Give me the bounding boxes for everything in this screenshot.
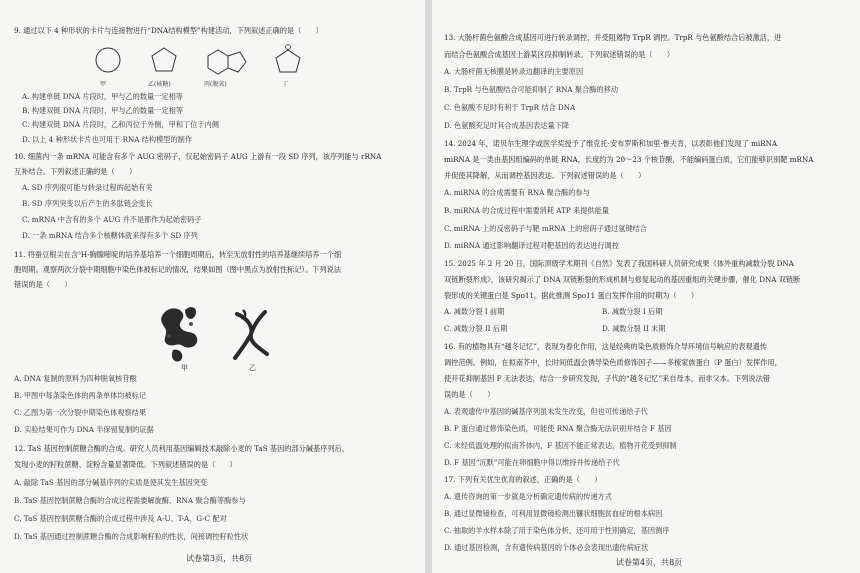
q10-stem-line-1: 10. 细菌内一条 mRNA 可能含有多个 AUG 密码子，仅起始密码子 AUG 上游有一段 SD 序列，该序列能与 rRNA — [14, 152, 382, 161]
q16-stem-line-1: 16. 有的植物具有“越冬记忆”，表现为春化作用，这是经典的染色质修饰介导环境信号响应的表观遗传 — [444, 342, 767, 351]
q9-shapes-figure — [80, 38, 360, 90]
page-footer-left: 试卷第3页，共8页 — [186, 554, 253, 563]
q14-option-c: C. miRNA 上的反密码子与靶 mRNA 上的密码子通过氢键结合 — [444, 224, 647, 233]
q11-stem-line-3: 错误的是（ ） — [14, 280, 72, 289]
q13-stem-line-1: 13. 大肠杆菌色氨酸合成基因可进行转录调控，并受阻遏物 TrpR 调控。TrpR 与色氨酸结合后被激活，进 — [444, 33, 782, 42]
q9-option-b: B. 构建双链 DNA 片段时，甲与乙的数量一定相等 — [22, 106, 184, 115]
shape-label-jia: 甲 — [100, 81, 107, 88]
figure-label-yi: 乙 — [249, 364, 256, 372]
q11-option-d: D. 实验结果可作为 DNA 半保留复制的证据 — [14, 425, 154, 434]
q15-option-d: D. 减数分裂 II 末期 — [602, 324, 666, 333]
q10-option-d: D. 一条 mRNA 结合多个核糖体就来得有多个 SD 序列 — [22, 231, 198, 240]
q11-stem-line-2: 胞周期。观察两次分裂中期细胞中染色体被标记的情况，结果如图（图中黑点为放射性标记）。下列说法 — [14, 265, 342, 274]
q12-option-c: C. TaS 基因控制蔗糖合酶的合成过程中涉及 A-U、T-A、G-C 配对 — [14, 514, 227, 523]
q11-option-a: A. DNA 复制的原料为四种脱氧核苷酸 — [14, 374, 137, 383]
q14-option-d: D. miRNA 通过影响翻译过程对靶基因的表达进行调控 — [444, 241, 619, 250]
fused-pentagon-shape — [228, 52, 246, 72]
q13-option-a: A. 大肠杆菌无核膜是转录边翻译的主要原因 — [444, 67, 584, 76]
q9-option-c: C. 构建双链 DNA 片段时，乙和丙位于外侧，甲和丁位于内侧 — [22, 120, 219, 129]
q12-option-b: B. TaS 基因控制蔗糖合酶的合成过程需要解旋酶、RNA 聚合酶等酶参与 — [14, 496, 246, 505]
q12-option-d: D. TaS 基因通过控制蔗糖合酶的合成影响籽粒的性状，间接调控籽粒性状 — [14, 532, 249, 541]
q15-stem-line-1: 15. 2025 年 2 月 20 日，国际顶级学术期刊《自然》发表了我国科研人员研究成果《体外重构减数分裂 DNA — [444, 259, 794, 268]
q15-stem-line-3: 裂形成的关键蛋白是 Spo11。据此推测 Spo11 蛋白发挥作用的时期为（ ） — [444, 291, 699, 300]
right-page — [432, 0, 860, 573]
q11-stem-line-1: 11. 将蚕豆根尖在含³H-胸腺嘧啶的培养基培养一个细胞周期后，转至无放射性的培养基继续培养一个细 — [14, 250, 342, 259]
q17-option-c: C. 抽取的羊水样本除了用于染色体分析，还可用于性别确定，基因测序 — [444, 526, 670, 535]
q15-option-b: B. 减数分裂 I 后期 — [602, 307, 663, 316]
chromosome-yi — [235, 310, 267, 358]
chromosome-jia — [161, 307, 197, 361]
q10-option-b: B. SD 序列突变以后产生的多肽链会变长 — [22, 199, 153, 208]
q9-option-a: A. 构建单链 DNA 片段时，甲与乙的数量一定相等 — [22, 92, 183, 101]
oxygen-atom-mark — [286, 45, 291, 50]
q16-stem-line-3: 使开花抑制基因 F 无法表达，结合一步研究发现，子代的“越冬记忆”来自母本，而非父本。下列说法错 — [444, 374, 770, 383]
q16-option-b: B. P 蛋白通过修饰染色质，可能使 RNA 聚合酶无法识别并结合 F 基因 — [444, 424, 672, 433]
q13-stem-line-2: 而结合色氨酸合成基因上游某区段抑制转录。下列叙述错误的是（ ） — [444, 50, 675, 59]
q17-stem: 17. 下列有关优生优育的叙述，正确的是（ ） — [444, 475, 602, 484]
circle-shape — [96, 48, 120, 72]
shape-label-bing: 丙(脱氧) — [204, 81, 227, 88]
q11-option-c: C. 乙图为第一次分裂中期染色体观察结果 — [14, 408, 147, 417]
q14-stem-line-3: 并促使其降解，从而调控基因表达。下列叙述错误的是（ ） — [444, 171, 646, 180]
q10-option-c: C. mRNA 中含有的多个 AUG 并不是都作为起始密码子 — [22, 215, 202, 224]
q13-option-d: D. 色氨酸充足时其合成基因表达量下降 — [444, 121, 570, 130]
hexagon-shape — [208, 50, 228, 74]
q17-option-a: A. 遗传咨询的第一步就是分析确定遗传病的传递方式 — [444, 492, 612, 501]
q15-stem-line-2: 双链断裂形成》，该研究揭示了 DNA 双链断裂的形成机制与修复起动的基因重组的关键步骤，催化 DNA 双链断 — [444, 275, 801, 284]
q12-stem-line-2: 发现小麦的籽粒蔗糖、淀粉含量显著降低。下列叙述错误的是（ ） — [14, 460, 237, 469]
q13-option-b: B. TrpR 与色氨酸结合可能抑制了 RNA 聚合酶的移动 — [444, 85, 619, 94]
q16-stem-line-4: 误的是（ ） — [444, 390, 495, 399]
page-footer-right: 试卷第4页，共8页 — [616, 558, 683, 567]
q10-option-a: A. SD 序列很可能与转录过程的起始有关 — [22, 183, 153, 192]
q14-stem-line-2: miRNA 是一类由基因组编码的单链 RNA，长度约为 20～23 个核苷酸，不能编码蛋白质，它们能够识别靶 mRNA — [444, 155, 814, 164]
q16-option-c: C. 未经低温处理的拟南芥体内，F 基因不能正常表达，植物开花受到抑制 — [444, 441, 677, 450]
left-page — [0, 0, 425, 573]
chromosome-figure — [155, 300, 295, 372]
shape-label-ding: 丁 — [282, 81, 289, 88]
pentagon-deoxy-shape — [276, 50, 300, 72]
q15-option-a: A. 减数分裂 I 前期 — [444, 307, 505, 316]
q16-option-d: D. F 基因“沉默”可能在卵细胞中得以维持并传递给子代 — [444, 458, 620, 467]
q12-option-a: A. 敲除 TaS 基因的部分碱基序列的实质是使其发生基因突变 — [14, 478, 208, 487]
q12-stem-line-1: 12. TaS 基因控制蔗糖合酶的合成。研究人员利用基因编辑技术敲除小麦的 TaS 基因的部分碱基序列后， — [14, 444, 349, 453]
pentagon-ribose-shape — [152, 48, 176, 71]
q15-option-c: C. 减数分裂 II 后期 — [444, 324, 508, 333]
q14-option-a: A. miRNA 的合成需要有 RNA 聚合酶的参与 — [444, 188, 590, 197]
q16-option-a: A. 表观遗传中基因的碱基序列虽未发生改变，但也可传递给子代 — [444, 407, 648, 416]
figure-label-jia: 甲 — [181, 364, 188, 372]
q9-option-d: D. 以上 4 种形状卡片也可用于 RNA 结构模型的制作 — [22, 135, 193, 144]
shape-label-yi: 乙(核糖) — [148, 81, 171, 88]
q10-stem-line-2: 互补结合。下列叙述正确的是（ ） — [14, 167, 137, 176]
q13-option-c: C. 色氨酸不足时有利于 TrpR 结合 DNA — [444, 103, 576, 112]
q17-option-b: B. 通过显微镜检查，可利用显微镜检测出镰状细胞贫血症的根本病因 — [444, 509, 663, 518]
q11-option-b: B. 甲图中每条染色体的两条单体均被标记 — [14, 391, 147, 400]
q16-stem-line-2: 调控范例。例如，在拟南芥中，长时间低温会诱导染色质修饰因子——多梳家族蛋白（P 蛋白）发挥作用， — [444, 358, 782, 367]
q17-option-d: D. 通过基因检测，含有遗传病基因的个体必会表现出遗传病症状 — [444, 543, 649, 552]
q14-stem-line-1: 14. 2024 年，诺贝尔生理学或医学奖授予了维克托·安布罗斯和加里·鲁夫肯，以表彰他们发现了 miRNA — [444, 139, 778, 148]
q14-option-b: B. miRNA 的合成过程中需要消耗 ATP 来提供能量 — [444, 206, 609, 215]
q9-stem: 9. 通过以下 4 种形状的卡片与连接物进行“DNA结构模型”构建活动，下列叙述正确的是（ ） — [14, 26, 323, 35]
